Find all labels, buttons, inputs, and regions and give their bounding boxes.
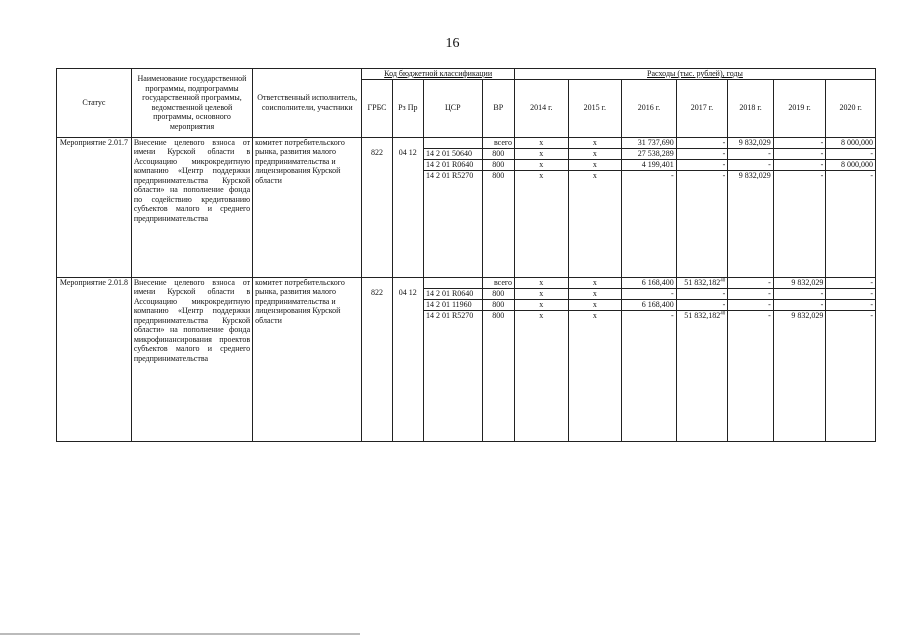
header-year: 2020 г. [826,79,876,137]
vr-cell: 800 [482,148,514,159]
csr-cell: 14 2 01 R5270 [423,310,482,321]
page-number: 16 [445,36,460,51]
footnote-mark: 40 [720,310,726,316]
value-cell: - [676,148,728,159]
header-status: Статус [57,69,132,138]
value-cell: x [514,310,568,321]
grbs-cell [362,137,392,277]
value-cell: - [676,137,728,148]
value-cell: 6 168,400 [622,277,677,288]
header-year: 2017 г. [676,79,728,137]
table-row [57,277,876,288]
header-year: 2015 г. [568,79,622,137]
value-cell: - [728,148,773,159]
value-cell: 8 000,000 [826,137,876,148]
value-cell: x [568,310,622,321]
executor-cell: комитет потребительского рынка, развития малого предпринимательства и лицензирования Курской области [253,137,362,277]
footnote-mark: 40 [720,277,726,283]
csr-cell: 14 2 01 R0640 [423,159,482,170]
header-vr: ВР [482,79,514,137]
value-cell: x [568,170,622,181]
value-cell: 4 199,401 [622,159,677,170]
value-cell: 9 832,029 [773,310,826,321]
header-year: 2016 г. [622,79,677,137]
value-cell: - [622,288,677,299]
value-cell: - [676,288,728,299]
vr-cell: 800 [482,170,514,181]
value-cell: 31 737,690 [622,137,677,148]
vr-cell: всего [482,277,514,288]
status-cell: Мероприятие 2.01.7 [57,137,132,277]
header-year: 2014 г. [514,79,568,137]
header-grbs: ГРБС [362,79,392,137]
value-cell: x [568,299,622,310]
value-text: 51 832,182 [684,310,721,320]
value-cell: - [676,159,728,170]
rzpr-cell [392,137,423,277]
value-cell: - [773,137,826,148]
header-year: 2018 г. [728,79,773,137]
value-cell: - [728,310,773,321]
value-cell: - [826,310,876,321]
vr-cell: 800 [482,288,514,299]
header-name: Наименование государственной программы, подпрограммы государственной программы, ведомственной целевой программы, основного мероприятия [131,69,252,138]
budget-table [56,68,876,442]
value-cell: - [773,159,826,170]
value-cell: - [728,299,773,310]
header-budget-code: Код бюджетной классификации [362,69,515,80]
value-cell: - [622,310,677,321]
value-cell: 9 832,029 [728,170,773,181]
executor-cell: комитет потребительского рынка, развития малого предпринимательства и лицензирования Курской области [253,277,362,441]
value-cell: x [514,277,568,288]
value-cell: - [826,288,876,299]
value-cell: - [622,170,677,181]
value-cell: - [826,170,876,181]
value-cell: 27 538,289 [622,148,677,159]
value-cell: - [728,159,773,170]
value-cell: x [568,148,622,159]
value-cell: x [514,170,568,181]
value-cell: x [568,277,622,288]
header-executor: Ответственный исполнитель, соисполнители, участники [253,69,362,138]
rzpr-value: 04 12 [398,147,417,157]
grbs-value: 822 [370,287,383,297]
value-cell: - [676,299,728,310]
value-cell: x [568,159,622,170]
csr-cell: 14 2 01 11960 [423,299,482,310]
value-cell: - [826,148,876,159]
csr-cell: 14 2 01 50640 [423,148,482,159]
table-row [57,137,876,148]
vr-cell: 800 [482,159,514,170]
value-cell: x [514,159,568,170]
grbs-value: 822 [370,147,383,157]
value-cell: x [514,137,568,148]
value-cell [676,310,728,321]
value-cell: - [773,299,826,310]
value-cell: 8 000,000 [826,159,876,170]
value-cell: x [514,148,568,159]
value-cell: 9 832,029 [728,137,773,148]
value-cell: x [514,288,568,299]
header-year: 2019 г. [773,79,826,137]
csr-cell [423,137,482,148]
scan-artifact-line [0,633,360,635]
vr-cell: всего [482,137,514,148]
value-cell: - [728,277,773,288]
rzpr-cell [392,277,423,441]
grbs-cell [362,277,392,441]
measure-name: Внесение целевого взноса от имени Курской области в Ассоциацию микрокредитную компанию «Центр поддержки предпринимательства Курской области» на пополнение фонда микрофинансирования проектов субъектов малого и среднего предпринимательства [131,277,252,441]
measure-name: Внесение целевого взноса от имени Курской области в Ассоциацию микрокредитную компанию «Центр поддержки предпринимательства Курской области» на пополнение фонда по содействию кредитованию субъектов малого и среднего предпринимательства [131,137,252,277]
csr-cell: 14 2 01 R0640 [423,288,482,299]
value-cell: 9 832,029 [773,277,826,288]
value-cell: - [773,288,826,299]
value-cell: - [826,277,876,288]
value-cell: x [514,299,568,310]
csr-cell: 14 2 01 R5270 [423,170,482,181]
value-cell: - [773,170,826,181]
value-cell: - [826,299,876,310]
value-cell: - [728,288,773,299]
value-cell [676,277,728,288]
value-cell: - [676,170,728,181]
value-cell: - [773,148,826,159]
header-csr: ЦСР [423,79,482,137]
value-text: 51 832,182 [684,277,721,287]
vr-cell: 800 [482,299,514,310]
header-rzpr: Рз Пр [392,79,423,137]
value-cell: x [568,137,622,148]
status-cell: Мероприятие 2.01.8 [57,277,132,441]
csr-cell [423,277,482,288]
header-expenses: Расходы (тыс. рублей), годы [514,69,875,80]
rzpr-value: 04 12 [398,287,417,297]
value-cell: 6 168,400 [622,299,677,310]
vr-cell: 800 [482,310,514,321]
value-cell: x [568,288,622,299]
